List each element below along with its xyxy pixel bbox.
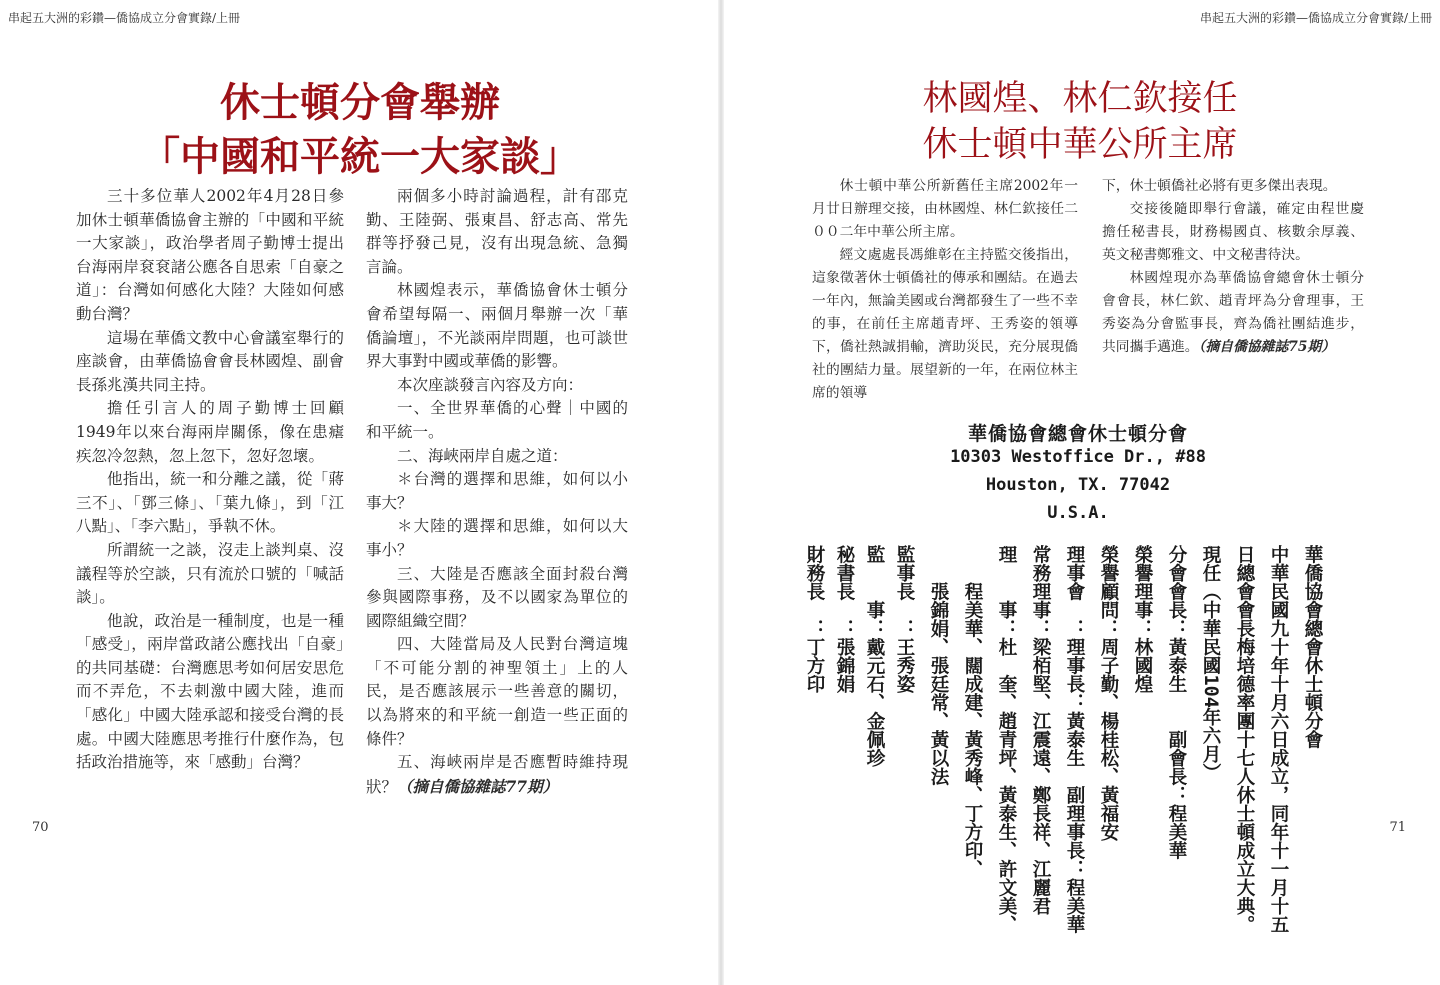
paragraph-with-source <box>1102 267 1364 359</box>
running-header-right: 串起五大洲的彩鑽—僑協成立分會實錄/上冊 <box>1199 11 1432 25</box>
roster-column: 秘書長 ：張錦娟 <box>834 545 855 693</box>
right-page-column-2 <box>1102 175 1364 359</box>
paragraph: 他說，政治是一種制度，也是一種「感受」，兩岸當政諸公應找出「自豪」的共同基礎：台灣應思考如何居安思危而不弄危，不去刺激中國大陸，進而「感化」中國大陸承認和接受台灣的長處。中國大陸應思考推行什麼作為，包括政治措施等，來「感動」台灣？ <box>76 611 344 772</box>
roster-column: 張錦娟、張廷常、黃以法 <box>928 545 949 786</box>
paragraph: 兩個多小時討論過程，計有邵克勤、王陸弼、張東昌、舒志高、常先群等抒發己見，沒有出現急統、急獨言論。 <box>366 187 628 276</box>
left-title-line2: 「中國和平統一大家談」 <box>140 134 580 180</box>
left-page-column-2 <box>366 185 628 799</box>
card-org-name: 華僑協會總會休士頓分會 <box>967 423 1188 445</box>
left-page-title <box>90 76 630 184</box>
card-address-line3: U.S.A. <box>1047 503 1109 523</box>
roster-column: 監事長 ：王秀姿 <box>894 545 915 693</box>
paragraph: ＊台灣的選擇和思維，如何以小事大？ <box>366 470 628 512</box>
roster-column: 現任（中華民國104年六月） <box>1200 545 1221 782</box>
running-header-left: 串起五大洲的彩鑽—僑協成立分會實錄/上冊 <box>8 11 241 25</box>
paragraph: 擔任引言人的周子勤博士回顧1949年以來台海兩岸關係，像在患瘧疾忽冷忽熱，忽上忽下，忽好忽壞。 <box>76 399 344 465</box>
roster-column: 榮譽理事：林國煌 <box>1132 545 1153 693</box>
card-address-line1: 10303 Westoffice Dr., #88 <box>950 447 1206 467</box>
roster-column: 中華民國九十年十月六日成立，同年十一月十五 <box>1268 545 1289 934</box>
left-title-line1: 休士頓分會舉辦 <box>220 80 500 126</box>
paragraph-text: 五、海峽兩岸是否應暫時維持現狀？ <box>366 753 628 796</box>
roster-column: 華僑協會總會休士頓分會 <box>1302 545 1323 749</box>
paragraph-with-source <box>366 751 628 799</box>
page-number-right: 71 <box>1389 820 1406 835</box>
right-title-line2: 休士頓中華公所主席 <box>922 125 1238 165</box>
paragraph: 經文處處長馮維彰在主持監交後指出，這象徵著休士頓僑社的傳承和團結。在過去一年內，無論美國或台灣都發生了一些不幸的事，在前任主席趙青坪、王秀姿的領導下，僑社熱誠捐輸，濟助災民，充分展現僑社的團結力量。展望新的一年，在兩位林主席的領導 <box>812 247 1078 401</box>
organization-roster-card <box>804 405 1323 965</box>
paragraph: 二、海峽兩岸自處之道： <box>397 446 568 465</box>
roster-column: 理 事：杜 奎、趙青坪、黃泰生、許文美、 <box>996 545 1017 934</box>
paragraph: 本次座談發言內容及方向： <box>397 375 584 394</box>
paragraph: 交接後隨即舉行會議，確定由程世慶擔任秘書長，財務楊國貞、核數余厚義、英文秘書鄭雅文、中文秘書待決。 <box>1102 201 1364 263</box>
book-gutter <box>718 0 724 985</box>
paragraph: 三、大陸是否應該全面封殺台灣參與國際事務，及不以國家為單位的國際組織空間？ <box>366 564 628 630</box>
source-citation: （摘自僑協雜誌75期） <box>1198 339 1336 355</box>
paragraph: 下，休士頓僑社必將有更多傑出表現。 <box>1102 178 1337 194</box>
paragraph: 這場在華僑文教中心會議室舉行的座談會，由華僑協會會長林國煌、副會長孫兆漢共同主持。 <box>76 328 344 394</box>
roster-column: 分會會長：黃泰生 副會長：程美華 <box>1166 545 1187 860</box>
page-number-left: 70 <box>32 820 49 835</box>
roster-column: 榮譽顧問：周子勤、楊桂松、黃福安 <box>1098 545 1119 841</box>
paragraph: 休士頓中華公所新舊任主席2002年一月廿日辦理交接，由林國煌、林仁欽接任二００二年中華公所主席。 <box>812 178 1078 240</box>
roster-column: 程美華、闊成建、黃秀峰、丁方印、 <box>962 545 983 878</box>
roster-column: 理事會 ：理事長：黃泰生 副理事長：程美華 <box>1064 545 1085 934</box>
card-address-line2: Houston, TX. 77042 <box>985 475 1171 495</box>
right-page-column-1 <box>812 175 1078 405</box>
paragraph: 所謂統一之談，沒走上談判桌、沒議程等於空談，只有流於口號的「喊話談」。 <box>76 540 344 607</box>
roster-column: 財務長 ：丁方印 <box>804 545 825 693</box>
paragraph: 一、全世界華僑的心聲｜中國的和平統一。 <box>366 399 628 441</box>
paragraph: 三十多位華人2002年4月28日參加休士頓華僑協會主辦的「中國和平統一大家談」，政治學者周子勤博士提出台海兩岸袞袞諸公應各自思索「自豪之道」：台灣如何感化大陸？大陸如何感動台灣？ <box>76 187 344 323</box>
right-title-line1: 林國煌、林仁欽接任 <box>922 79 1238 119</box>
paragraph-text: 林國煌現亦為華僑協會總會休士頓分會會長，林仁欽、趙青坪為分會理事，王秀姿為分會監事長，齊為僑社團結進步，共同攜手邁進。 <box>1102 270 1364 355</box>
left-page-column-1 <box>76 185 344 775</box>
right-page-title <box>810 76 1350 168</box>
source-citation: （摘自僑協雜誌77期） <box>397 776 559 796</box>
paragraph: ＊大陸的選擇和思維，如何以大事小？ <box>366 517 628 559</box>
roster-column: 日總會會長梅培德率團十七人休士頓成立大典。 <box>1234 545 1255 934</box>
roster-column: 監 事：戴元石、金佩珍 <box>864 545 885 767</box>
paragraph: 林國煌表示，華僑協會休士頓分會希望每隔一、兩個月舉辦一次「華僑論壇」，不光談兩岸問題，也可談世界大事對中國或華僑的影響。 <box>366 281 628 371</box>
paragraph: 四、大陸當局及人民對台灣這塊「不可能分割的神聖領土」上的人民，是否應該展示一些善意的關切，以為將來的和平統一創造一些正面的條件？ <box>366 635 628 748</box>
paragraph: 他指出，統一和分離之議，從「蔣三不」、「鄧三條」、「葉九條」，到「江八點」、「李六點」，爭執不休。 <box>76 470 344 536</box>
roster-column: 常務理事：梁栢堅、江震遠、鄭長祥、江麗君 <box>1030 545 1051 915</box>
